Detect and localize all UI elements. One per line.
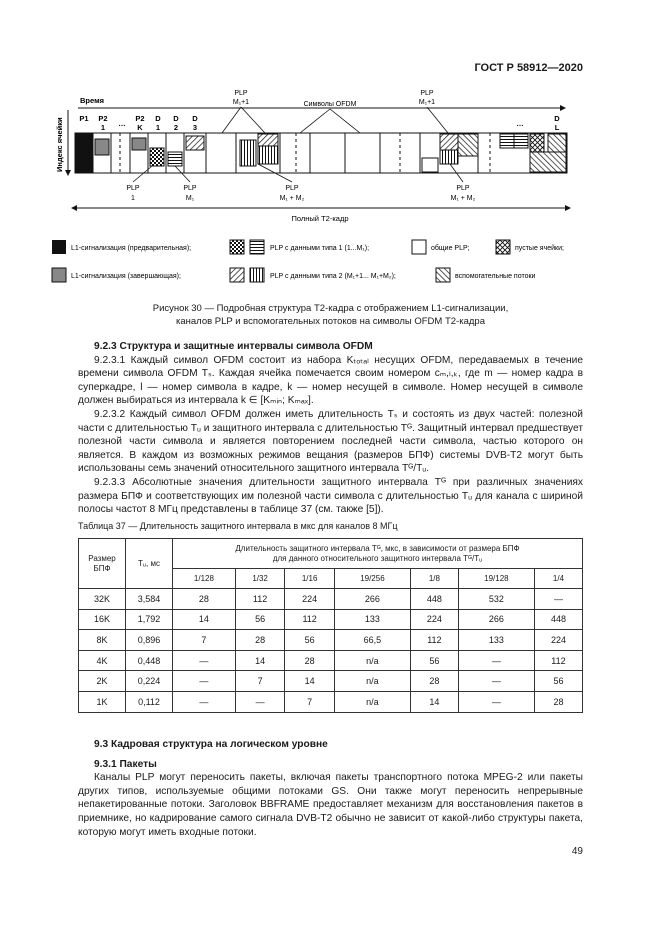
table-cell: 14 xyxy=(410,691,458,712)
table-cell: 3,584 xyxy=(126,589,173,610)
section-93-title: 9.3 Кадровая структура на логическом уровне xyxy=(94,739,328,750)
col-group-header: Длительность защитного интервала Tᴳ, мкс, в зависимости от размера БПФ для данного относительного защитного интервала Tᴳ/Tᵤ xyxy=(173,539,583,569)
ratio-header: 1/4 xyxy=(534,569,582,589)
section-93 xyxy=(78,738,583,839)
section-931-title: 9.3.1 Пакеты xyxy=(94,758,157,770)
table-cell: 28 xyxy=(410,671,458,692)
table-cell: — xyxy=(173,671,236,692)
table-cell: 0,112 xyxy=(126,691,173,712)
table-cell: 56 xyxy=(235,609,285,630)
table-cell: 133 xyxy=(458,630,534,651)
para-9232: 9.2.3.2 Каждый символ OFDM должен иметь длительность Tₛ и состоять из двух частей: полезной части с длительностью Tᵤ и защитного интервала с длительностью Tᴳ. Защитный интервал предшествует полезной части символа и является повторением последней части символа, частью которого он является. В каждом из возможных режимов вещания (размеров БПФ) системы DVB-T2 могут быть использованы семь значений относительного защитного интервала Tᴳ/Tᵤ. xyxy=(78,408,583,475)
figure-caption: Рисунок 30 — Подробная структура Т2-кадра с отображением L1-сигнализации, каналов PLP и вспомогательных потоков на символы OFDM Т2-кадра xyxy=(152,303,509,327)
table-cell: 56 xyxy=(285,630,335,651)
t2-frame-diagram xyxy=(0,0,661,300)
table-cell: 28 xyxy=(285,650,335,671)
callout-plp-m1-1: PLP xyxy=(234,90,248,97)
table-cell: — xyxy=(173,691,236,712)
guard-interval-table xyxy=(78,538,583,713)
table-cell: 66,5 xyxy=(334,630,410,651)
table-cell: 56 xyxy=(410,650,458,671)
table-cell: 112 xyxy=(235,589,285,610)
svg-text:1: 1 xyxy=(100,123,106,132)
legend-plp-type1: PLP с данными типа 1 (1...M₁); xyxy=(270,245,370,252)
svg-text:1: 1 xyxy=(155,123,161,132)
section-923-title: 9.2.3 Структура и защитные интервалы символа OFDM xyxy=(94,341,373,352)
table-cell: — xyxy=(235,691,285,712)
legend-aux: вспомогательные потоки xyxy=(455,273,536,280)
legend-l1-pre: L1-сигнализация (предварительная); xyxy=(71,245,192,252)
callout-plp-m1m2: PLP xyxy=(285,185,299,192)
col-label-dl: D xyxy=(554,114,560,123)
table-row xyxy=(79,671,583,692)
col-label-d2: D xyxy=(173,114,179,123)
table-cell: n/a xyxy=(334,671,410,692)
para-9231: 9.2.3.1 Каждый символ OFDM состоит из набора Kₜₒₜₐₗ несущих OFDM, передаваемых в течение времени символа OFDM Tₛ. Каждая ячейка помечается своим номером cₘ,ₗ,ₖ, где m — номер кадра в суперкадре, l — номер символа в кадре, k — номер несущей в символе. Номер несущей в символе должен выбираться из интервала k ∈ [Kₘᵢₙ; Kₘₐₓ]. xyxy=(78,354,583,407)
table-cell: 224 xyxy=(534,630,582,651)
svg-text:M₁+1: M₁+1 xyxy=(418,99,436,106)
ratio-header: 1/16 xyxy=(285,569,335,589)
table-cell: 14 xyxy=(285,671,335,692)
callout-plp-m1: PLP xyxy=(183,185,197,192)
callout-ofdm: Символы OFDM xyxy=(303,101,357,108)
svg-text:1: 1 xyxy=(131,195,135,202)
page-number: 49 xyxy=(571,846,583,857)
table-cell: 7 xyxy=(173,630,236,651)
table-cell: 28 xyxy=(173,589,236,610)
table-cell: 56 xyxy=(534,671,582,692)
table-row xyxy=(79,589,583,610)
table-cell: 224 xyxy=(285,589,335,610)
col-label-p1: P1 xyxy=(79,114,89,123)
col-label-p2-k: P2 xyxy=(135,114,145,123)
table-cell: 448 xyxy=(534,609,582,630)
table-row xyxy=(79,650,583,671)
table-cell: 8K xyxy=(79,630,126,651)
table-cell: 0,896 xyxy=(126,630,173,651)
col-tu: Tᵤ, мс xyxy=(126,539,173,589)
table-cell: — xyxy=(173,650,236,671)
legend-common-plp: общие PLP; xyxy=(431,245,470,252)
svg-text:M₁: M₁ xyxy=(185,195,195,202)
standard-header: ГОСТ Р 58912—2020 xyxy=(474,62,583,74)
col-label-d1: D xyxy=(155,114,161,123)
legend-l1-post: L1-сигнализация (завершающая); xyxy=(71,273,181,280)
table-cell: 7 xyxy=(285,691,335,712)
col-label-p2-1: P2 xyxy=(98,114,108,123)
table-caption: Таблица 37 — Длительность защитного интервала в мкс для каналов 8 МГц xyxy=(78,521,398,531)
callout-plp-m1-2: PLP xyxy=(420,90,434,97)
ratio-header: 1/8 xyxy=(410,569,458,589)
table-cell: 266 xyxy=(334,589,410,610)
table-cell: 532 xyxy=(458,589,534,610)
table-cell: 112 xyxy=(410,630,458,651)
table-cell: 16K xyxy=(79,609,126,630)
ratio-header: 19/128 xyxy=(458,569,534,589)
axis-cell-label: Индекс ячейки xyxy=(55,117,64,172)
table-cell: n/a xyxy=(334,691,410,712)
table-row xyxy=(79,609,583,630)
table-cell: 14 xyxy=(173,609,236,630)
table-cell: 448 xyxy=(410,589,458,610)
table-cell: — xyxy=(534,589,582,610)
svg-text:M₁ + M₂: M₁ + M₂ xyxy=(279,195,305,202)
p1-block xyxy=(75,133,93,173)
table-cell: 14 xyxy=(235,650,285,671)
table-cell: 4K xyxy=(79,650,126,671)
col-label-d3: D xyxy=(192,114,198,123)
svg-text:2: 2 xyxy=(173,123,179,132)
col-fft-size: Размер БПФ xyxy=(79,539,126,589)
table-cell: 28 xyxy=(534,691,582,712)
para-931: Каналы PLP могут переносить пакеты, включая пакеты транспортного потока MPEG-2 или пакеты других типов, используемые общими потоками GS. Они также могут переносить непрерывные непакетированные потоки. Заголовок BBFRAME предоставляет механизм для восстановления пакетов в приемнике, но кадрирование самого сигнала DVB-T2 обычно не зависит от какой-либо структуры пакета, которую могут иметь входные потоки. xyxy=(78,772,583,838)
svg-text:M₁+1: M₁+1 xyxy=(232,99,250,106)
table-cell: 1,792 xyxy=(126,609,173,630)
full-frame-label: Полный Т2-кадр xyxy=(291,214,349,223)
col-label-dots: … xyxy=(118,119,126,128)
table-cell: — xyxy=(458,691,534,712)
para-9233: 9.2.3.3 Абсолютные значения длительности защитного интервала Tᴳ при различных значениях размера БПФ и соответствующих им полезной части символа с длительностью Tᵤ для канала с шириной полосы частот 8 МГц представлены в таблице 37 (см. также [5]). xyxy=(78,476,583,516)
table-cell: 0,224 xyxy=(126,671,173,692)
ratio-header: 1/32 xyxy=(235,569,285,589)
table-cell: 133 xyxy=(334,609,410,630)
legend-plp-type2: PLP с данными типа 2 (M₁+1... M₁+M₂); xyxy=(270,273,396,280)
table-cell: 112 xyxy=(285,609,335,630)
svg-text:K: K xyxy=(137,123,143,132)
table-cell: 112 xyxy=(534,650,582,671)
table-cell: n/a xyxy=(334,650,410,671)
section-923 xyxy=(78,340,583,517)
table-cell: 0,448 xyxy=(126,650,173,671)
callout-plp-1: PLP xyxy=(126,185,140,192)
table-cell: 266 xyxy=(458,609,534,630)
svg-text:3: 3 xyxy=(192,123,198,132)
ratio-header: 1/128 xyxy=(173,569,236,589)
callout-plp-m1m2-b: PLP xyxy=(456,185,470,192)
table-cell: — xyxy=(458,671,534,692)
legend-empty-cells: пустые ячейки; xyxy=(515,245,564,252)
table-cell: 7 xyxy=(235,671,285,692)
table-row xyxy=(79,630,583,651)
svg-text:M₁ + M₂: M₁ + M₂ xyxy=(450,195,476,202)
table-cell: 1K xyxy=(79,691,126,712)
svg-text:L: L xyxy=(554,123,560,132)
table-cell: 224 xyxy=(410,609,458,630)
axis-time-label: Время xyxy=(80,96,104,105)
table-row xyxy=(79,691,583,712)
table-cell: 32K xyxy=(79,589,126,610)
ratio-header: 19/256 xyxy=(334,569,410,589)
svg-text:…: … xyxy=(516,119,524,128)
table-cell: 2K xyxy=(79,671,126,692)
table-cell: — xyxy=(458,650,534,671)
table-cell: 28 xyxy=(235,630,285,651)
